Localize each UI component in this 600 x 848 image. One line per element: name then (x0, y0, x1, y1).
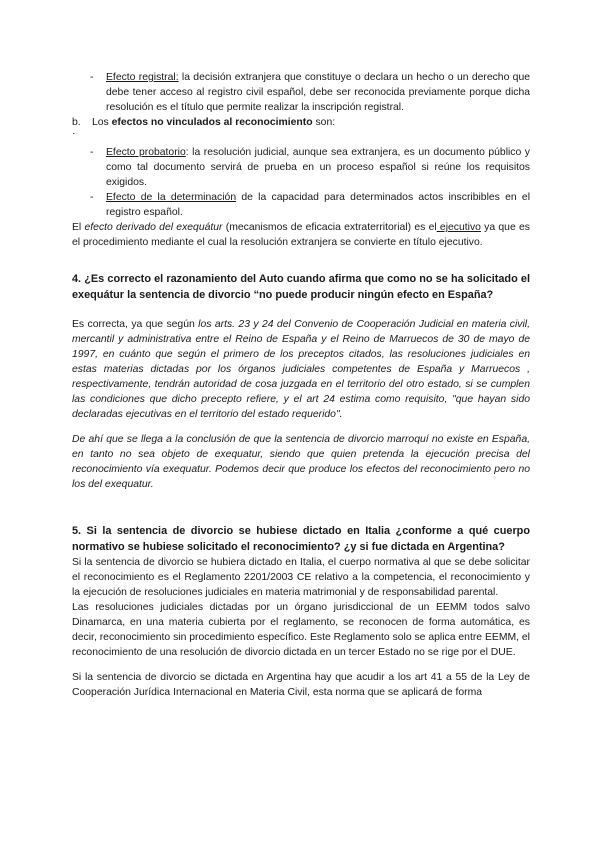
question-4-heading: 4. ¿Es correcto el razonamiento del Auto cuando afirma que como no se ha solicitado el exequátur la sentencia de divorcio “no puede producir ningún efecto en España? (72, 273, 530, 301)
spacer (72, 250, 530, 271)
dash-bullet: - (90, 147, 94, 158)
intro-post: son: (312, 117, 336, 128)
item-title: Efecto probatorio (106, 147, 186, 158)
answer-italic: los arts. 23 y 24 del Convenio de Cooperación Judicial en materia civil, mercantil y administrativa entre el Reino de España y el Reino de Marruecos de 30 de mayo de 1997, en cuánto que según el primero de los preceptos citados, las resoluciones judiciales en estas materias dictadas por los órganos judiciales competentes de España y Marruecos , respectivamente, tendrán autoridad de cosa juzgada en el territorio del otro estado, si se cumplen las condiciones que dicho precepto refiere, y el art 24 estima como requisito, "que hayan sido declaradas ejecutivas en el territorio del estado requerido". (72, 319, 531, 420)
section-b-intro (72, 115, 530, 130)
answer-text: Es correcta, ya que según (72, 319, 199, 330)
exequatur-paragraph (72, 220, 530, 250)
spacer (72, 303, 530, 317)
list-item-efecto-probatorio (72, 145, 530, 190)
para-text: ya que es el procedimiento mediante el cual la resolución extranjera se convierte en título ejecutivo. (72, 222, 530, 248)
para-text: El (72, 222, 85, 233)
spacer (72, 513, 530, 523)
intro-text: Los (92, 117, 112, 128)
para-text: (mecanismos de eficacia extraterritorial) es el (222, 222, 437, 233)
para-underlined: ejecutivo (436, 222, 481, 233)
question-5-para-2: Las resoluciones judiciales dictadas por un órgano jurisdiccional de un EEMM todos salvo Dinamarca, en una materia cubierta por el reglamento, se reconocen de forma automática, es decir, reconocimiento sin procedimiento específico. Este Reglamento solo se aplica entre EEMM, el reconocimiento de una resolución de divorcio dictada en un tercer Estado no se rige por el DUE. (72, 602, 530, 658)
spacer (72, 492, 530, 513)
list-item-efecto-determinacion (72, 190, 530, 220)
dash-bullet: - (90, 192, 94, 203)
question-4-conclusion: De ahí que se llega a la conclusión de que la sentencia de divorcio marroquí no existe en España, en tanto no sea objeto de exequatur, siendo que quien pretenda la ejecución precisa del reconocimiento vía exequatur. Podemos decir que produce los efectos del reconocimiento pero no los del exequatur. (72, 434, 530, 490)
item-text: la decisión extranjera que constituye o declara un hecho o un derecho que debe tener acceso al registro civil español, debe ser reconocida previamente porque dicha resolución es el título que permite realizar la inscripción registral. (106, 72, 531, 113)
spacer (72, 660, 530, 670)
spacer (72, 422, 530, 432)
question-4-answer (72, 317, 530, 422)
item-title: Efecto registral: (106, 72, 179, 83)
question-5-heading: 5. Si la sentencia de divorcio se hubiese dictado en Italia ¿conforme a qué cuerpo normativo se hubiese solicitado el reconocimiento? ¿y si fue dictada en Argentina? (72, 525, 530, 553)
dash-bullet: - (90, 72, 94, 83)
intro-bold: efectos no vinculados al reconocimiento (111, 117, 313, 128)
section-b-marker: b. (72, 117, 81, 128)
item-text: de la capacidad para determinados actos inscribibles en el registro español. (106, 192, 530, 218)
item-text: : la resolución judicial, aunque sea extranjera, es un documento público y como tal documento servirá de prueba en un proceso español si reúne los requisitos exigidos. (106, 147, 530, 188)
question-5-para-3: Si la sentencia de divorcio se dictada en Argentina hay que acudir a los art 41 a 55 de la Ley de Cooperación Jurídica Internacional en Materia Civil, esta norma que se aplicará de forma (72, 672, 530, 698)
question-5-para-1: Si la sentencia de divorcio se hubiera dictado en Italia, el cuerpo normativa al que se debe solicitar el reconocimiento es el Reglamento 2201/2003 CE relativo a la competencia, el reconocimiento y la ejecución de resoluciones judiciales en materia matrimonial y de responsabilidad parental. (72, 557, 530, 598)
para-italic: efecto derivado del exequátur (84, 222, 223, 233)
dot-line: · (72, 128, 76, 139)
list-item-efecto-registral (72, 70, 530, 115)
item-title: Efecto de la determinación (106, 192, 237, 203)
